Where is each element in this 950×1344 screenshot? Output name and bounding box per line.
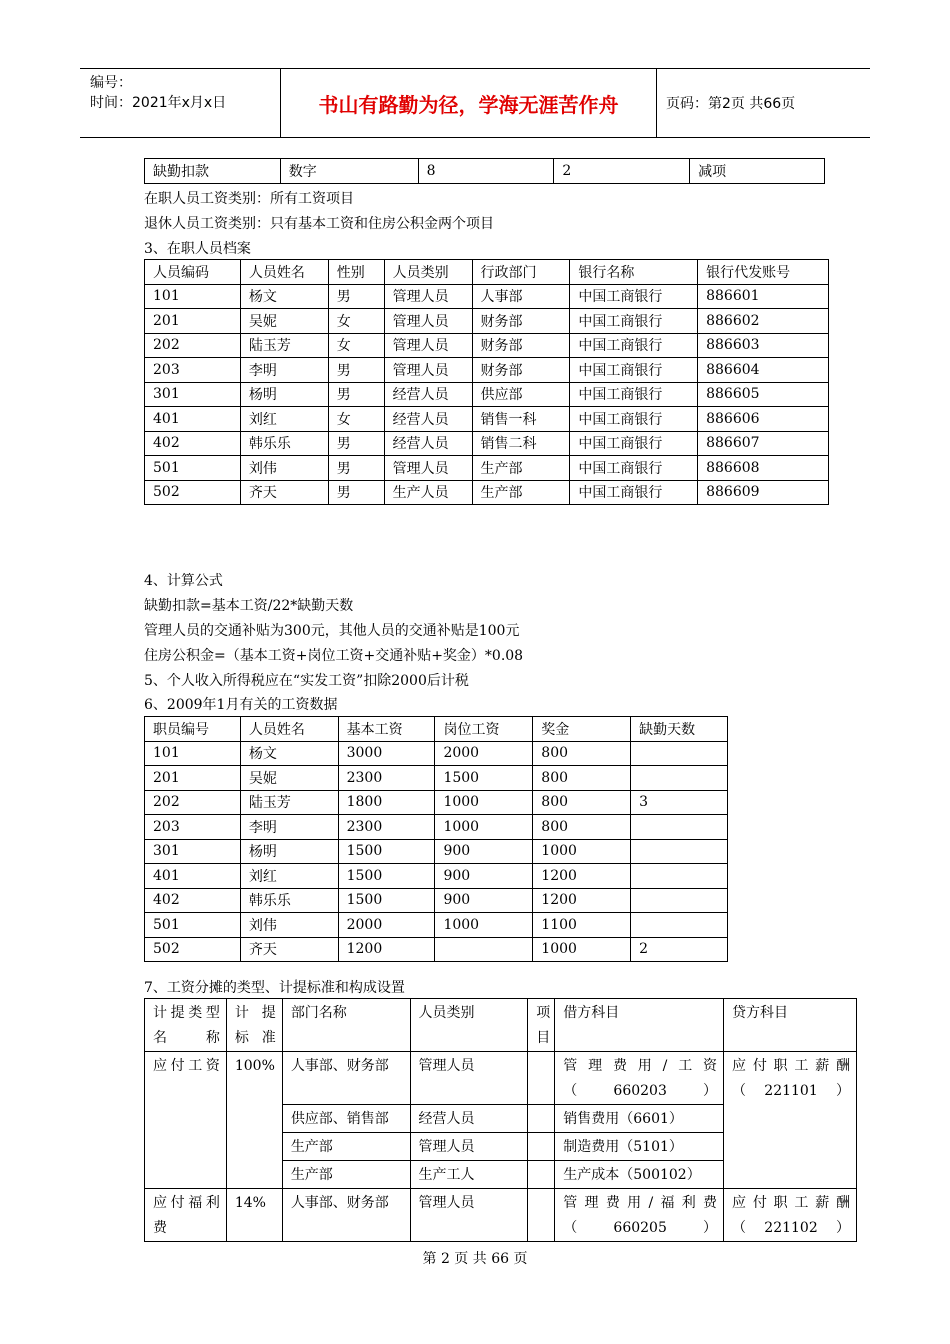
table-cell: 1000 bbox=[533, 937, 631, 962]
table-cell: 2300 bbox=[338, 815, 435, 840]
table-header-row bbox=[145, 999, 857, 1052]
table-cell: 齐天 bbox=[240, 480, 328, 505]
table-cell: 中国工商银行 bbox=[570, 358, 698, 383]
table-row bbox=[145, 864, 728, 889]
table-cell: 1200 bbox=[533, 888, 631, 913]
table-cell: 401 bbox=[145, 407, 241, 432]
header-cell: 银行名称 bbox=[570, 260, 698, 285]
table-cell: 886607 bbox=[698, 431, 829, 456]
formula-housing-fund: 住房公积金=（基本工资+岗位工资+交通补贴+奖金）*0.08 bbox=[144, 648, 524, 664]
number-label: 编号： bbox=[90, 75, 132, 91]
table-cell: 男 bbox=[328, 431, 384, 456]
table-cell: 1000 bbox=[435, 913, 533, 938]
table-cell: 501 bbox=[145, 913, 241, 938]
dept-cell: 生产部 bbox=[282, 1161, 410, 1189]
table-cell: 李明 bbox=[240, 815, 338, 840]
table-cell: 203 bbox=[145, 358, 241, 383]
formula-transport: 管理人员的交通补贴为300元，其他人员的交通补贴是100元 bbox=[144, 623, 520, 639]
page-footer: 第 2 页 共 66 页 bbox=[422, 1251, 528, 1267]
table-cell bbox=[631, 815, 728, 840]
header-cell: 奖金 bbox=[533, 717, 631, 742]
table-cell: 男 bbox=[328, 480, 384, 505]
category-cell: 管理人员 bbox=[410, 1052, 528, 1105]
table-cell: 中国工商银行 bbox=[570, 456, 698, 481]
table-cell: 女 bbox=[328, 333, 384, 358]
table-cell: 男 bbox=[328, 382, 384, 407]
table-cell: 财务部 bbox=[472, 309, 570, 334]
header-cell: 人员类别 bbox=[384, 260, 472, 285]
table-cell: 301 bbox=[145, 382, 241, 407]
table-row bbox=[145, 456, 829, 481]
table-row bbox=[145, 741, 728, 766]
table-cell: 杨文 bbox=[240, 741, 338, 766]
table-cell: 3 bbox=[631, 790, 728, 815]
table-cell: 男 bbox=[328, 358, 384, 383]
table-cell bbox=[631, 888, 728, 913]
table-cell: 中国工商银行 bbox=[570, 309, 698, 334]
table-cell: 2000 bbox=[435, 741, 533, 766]
header-cell: 基本工资 bbox=[338, 717, 435, 742]
debit-cell: 生产成本（500102） bbox=[555, 1161, 724, 1189]
table-row bbox=[145, 159, 825, 184]
table-row bbox=[145, 358, 829, 383]
table-cell: 中国工商银行 bbox=[570, 407, 698, 432]
debit-cell: 销售费用（6601） bbox=[555, 1105, 724, 1133]
category-cell: 管理人员 bbox=[410, 1189, 528, 1242]
item-cell bbox=[528, 1052, 555, 1105]
table-cell: 刘伟 bbox=[240, 913, 338, 938]
type-cell: 应付工资 bbox=[145, 1052, 227, 1189]
table-cell: 男 bbox=[328, 284, 384, 309]
header-page-info: 页码：第2页 共66页 bbox=[666, 96, 796, 112]
table-row bbox=[145, 839, 728, 864]
table-cell: 202 bbox=[145, 333, 241, 358]
table-cell: 经营人员 bbox=[384, 407, 472, 432]
debit-cell: 管理费用/工资（660203） bbox=[555, 1052, 724, 1105]
item-cell bbox=[528, 1161, 555, 1189]
section-3-heading: 3、在职人员档案 bbox=[144, 241, 251, 257]
header-cell: 部门名称 bbox=[282, 999, 410, 1052]
dept-cell: 人事部、财务部 bbox=[282, 1189, 410, 1242]
table-cell: 202 bbox=[145, 790, 241, 815]
header-cell: 职员编号 bbox=[145, 717, 241, 742]
table-cell: 销售一科 bbox=[472, 407, 570, 432]
table-cell: 陆玉芳 bbox=[240, 790, 338, 815]
table-row bbox=[145, 309, 829, 334]
table-cell: 经营人员 bbox=[384, 431, 472, 456]
table-cell bbox=[631, 864, 728, 889]
table-cell: 886601 bbox=[698, 284, 829, 309]
table-cell: 502 bbox=[145, 480, 241, 505]
table-cell: 供应部 bbox=[472, 382, 570, 407]
section-6-heading: 6、2009年1月有关的工资数据 bbox=[144, 697, 338, 713]
table-cell: 吴妮 bbox=[240, 766, 338, 791]
time-label: 时间：2021年x月x日 bbox=[90, 95, 227, 111]
table-cell: 900 bbox=[435, 839, 533, 864]
item-cell bbox=[528, 1105, 555, 1133]
staff-table bbox=[144, 259, 829, 505]
table-cell bbox=[631, 741, 728, 766]
table-cell: 1500 bbox=[435, 766, 533, 791]
header-cell: 借方科目 bbox=[555, 999, 724, 1052]
header-cell: 银行代发账号 bbox=[698, 260, 829, 285]
retired-salary-line: 退休人员工资类别：只有基本工资和住房公积金两个项目 bbox=[144, 216, 494, 232]
table-cell: 1100 bbox=[533, 913, 631, 938]
table-row bbox=[145, 333, 829, 358]
table-cell: 杨明 bbox=[240, 839, 338, 864]
table-cell: 管理人员 bbox=[384, 456, 472, 481]
credit-cell: 应付职工薪酬（221101） bbox=[724, 1052, 857, 1189]
table-cell: 李明 bbox=[240, 358, 328, 383]
section-4-heading: 4、计算公式 bbox=[144, 573, 223, 589]
table-cell: 1000 bbox=[435, 790, 533, 815]
table-cell: 生产部 bbox=[472, 480, 570, 505]
dept-cell: 生产部 bbox=[282, 1133, 410, 1161]
table-cell: 齐天 bbox=[240, 937, 338, 962]
table-cell: 1000 bbox=[533, 839, 631, 864]
table-cell: 减项 bbox=[690, 159, 825, 184]
table-row bbox=[145, 888, 728, 913]
header-cell: 人员编码 bbox=[145, 260, 241, 285]
header-motto: 书山有路勤为径，学海无涯苦作舟 bbox=[280, 69, 657, 137]
table-cell: 生产人员 bbox=[384, 480, 472, 505]
table-cell: 402 bbox=[145, 431, 241, 456]
table-cell: 101 bbox=[145, 741, 241, 766]
table-cell: 管理人员 bbox=[384, 358, 472, 383]
table-cell: 201 bbox=[145, 309, 241, 334]
debit-cell: 制造费用（5101） bbox=[555, 1133, 724, 1161]
debit-cell: 管理费用/福利费（660205） bbox=[555, 1189, 724, 1242]
table-cell: 中国工商银行 bbox=[570, 382, 698, 407]
header-cell: 计提标准 bbox=[226, 999, 282, 1052]
table-cell: 886602 bbox=[698, 309, 829, 334]
header-cell: 行政部门 bbox=[472, 260, 570, 285]
table-cell: 2 bbox=[631, 937, 728, 962]
employee-salary-line: 在职人员工资类别：所有工资项目 bbox=[144, 191, 354, 207]
header-cell: 人员类别 bbox=[410, 999, 528, 1052]
type-cell: 应付福利费 bbox=[145, 1189, 227, 1242]
table-cell: 陆玉芳 bbox=[240, 333, 328, 358]
table-cell: 管理人员 bbox=[384, 284, 472, 309]
table-cell: 中国工商银行 bbox=[570, 480, 698, 505]
table-cell: 900 bbox=[435, 888, 533, 913]
table-cell bbox=[631, 913, 728, 938]
table-cell: 203 bbox=[145, 815, 241, 840]
table-cell: 401 bbox=[145, 864, 241, 889]
table-cell bbox=[435, 937, 533, 962]
table-cell: 销售二科 bbox=[472, 431, 570, 456]
table-cell: 人事部 bbox=[472, 284, 570, 309]
table-header-row bbox=[145, 717, 728, 742]
table-row bbox=[145, 1189, 857, 1242]
table-cell: 1500 bbox=[338, 888, 435, 913]
table-cell: 中国工商银行 bbox=[570, 333, 698, 358]
credit-cell: 应付职工薪酬（221102） bbox=[724, 1189, 857, 1242]
table-cell: 8 bbox=[418, 159, 554, 184]
table-cell: 2000 bbox=[338, 913, 435, 938]
table-row bbox=[145, 407, 829, 432]
table-cell: 900 bbox=[435, 864, 533, 889]
table-cell: 301 bbox=[145, 839, 241, 864]
table-cell: 女 bbox=[328, 309, 384, 334]
table-cell: 886609 bbox=[698, 480, 829, 505]
table-cell: 女 bbox=[328, 407, 384, 432]
header-cell: 人员姓名 bbox=[240, 260, 328, 285]
item-cell bbox=[528, 1133, 555, 1161]
table-row bbox=[145, 766, 728, 791]
page-header bbox=[80, 68, 870, 138]
table-row bbox=[145, 382, 829, 407]
table-cell: 886603 bbox=[698, 333, 829, 358]
table-cell: 402 bbox=[145, 888, 241, 913]
table-cell: 2300 bbox=[338, 766, 435, 791]
table-cell: 中国工商银行 bbox=[570, 431, 698, 456]
category-cell: 管理人员 bbox=[410, 1133, 528, 1161]
table-row bbox=[145, 913, 728, 938]
table-cell: 800 bbox=[533, 741, 631, 766]
table-cell: 502 bbox=[145, 937, 241, 962]
header-cell: 人员姓名 bbox=[240, 717, 338, 742]
table-cell: 刘伟 bbox=[240, 456, 328, 481]
table-cell: 经营人员 bbox=[384, 382, 472, 407]
table-cell bbox=[631, 839, 728, 864]
section-7-heading: 7、工资分摊的类型、计提标准和构成设置 bbox=[144, 980, 405, 996]
table-cell: 管理人员 bbox=[384, 333, 472, 358]
rate-cell: 100% bbox=[226, 1052, 282, 1189]
table-cell: 800 bbox=[533, 815, 631, 840]
table-row bbox=[145, 1052, 857, 1105]
table-row bbox=[145, 284, 829, 309]
deduction-table bbox=[144, 158, 825, 184]
table-cell: 刘红 bbox=[240, 864, 338, 889]
table-cell: 中国工商银行 bbox=[570, 284, 698, 309]
table-row bbox=[145, 815, 728, 840]
table-cell: 韩乐乐 bbox=[240, 888, 338, 913]
table-cell: 3000 bbox=[338, 741, 435, 766]
table-cell: 管理人员 bbox=[384, 309, 472, 334]
allocation-table bbox=[144, 998, 857, 1242]
table-header-row bbox=[145, 260, 829, 285]
table-cell bbox=[631, 766, 728, 791]
header-cell: 缺勤天数 bbox=[631, 717, 728, 742]
table-cell: 2 bbox=[554, 159, 690, 184]
table-cell: 1000 bbox=[435, 815, 533, 840]
table-cell: 800 bbox=[533, 790, 631, 815]
table-cell: 数字 bbox=[280, 159, 418, 184]
category-cell: 生产工人 bbox=[410, 1161, 528, 1189]
header-cell: 岗位工资 bbox=[435, 717, 533, 742]
table-row bbox=[145, 790, 728, 815]
table-cell: 886606 bbox=[698, 407, 829, 432]
table-cell: 吴妮 bbox=[240, 309, 328, 334]
table-cell: 800 bbox=[533, 766, 631, 791]
header-cell: 项目 bbox=[528, 999, 555, 1052]
category-cell: 经营人员 bbox=[410, 1105, 528, 1133]
salary-table bbox=[144, 716, 728, 962]
table-cell: 杨文 bbox=[240, 284, 328, 309]
section-5-heading: 5、个人收入所得税应在“实发工资”扣除2000后计税 bbox=[144, 673, 469, 689]
table-cell: 财务部 bbox=[472, 358, 570, 383]
header-cell: 性别 bbox=[328, 260, 384, 285]
table-row bbox=[145, 937, 728, 962]
header-cell: 计提类型名称 bbox=[145, 999, 227, 1052]
header-meta bbox=[80, 69, 280, 137]
table-cell: 男 bbox=[328, 456, 384, 481]
table-cell: 886605 bbox=[698, 382, 829, 407]
table-cell: 杨明 bbox=[240, 382, 328, 407]
table-cell: 1500 bbox=[338, 864, 435, 889]
rate-cell: 14% bbox=[226, 1189, 282, 1242]
table-cell: 101 bbox=[145, 284, 241, 309]
table-cell: 501 bbox=[145, 456, 241, 481]
table-cell: 886608 bbox=[698, 456, 829, 481]
table-cell: 1200 bbox=[338, 937, 435, 962]
table-row bbox=[145, 480, 829, 505]
table-cell: 201 bbox=[145, 766, 241, 791]
table-cell: 财务部 bbox=[472, 333, 570, 358]
formula-absence: 缺勤扣款=基本工资/22*缺勤天数 bbox=[144, 598, 354, 614]
table-cell: 1200 bbox=[533, 864, 631, 889]
table-row bbox=[145, 431, 829, 456]
item-cell bbox=[528, 1189, 555, 1242]
table-cell: 886604 bbox=[698, 358, 829, 383]
dept-cell: 供应部、销售部 bbox=[282, 1105, 410, 1133]
table-cell: 韩乐乐 bbox=[240, 431, 328, 456]
dept-cell: 人事部、财务部 bbox=[282, 1052, 410, 1105]
header-cell: 贷方科目 bbox=[724, 999, 857, 1052]
table-cell: 缺勤扣款 bbox=[145, 159, 281, 184]
table-cell: 1800 bbox=[338, 790, 435, 815]
table-cell: 1500 bbox=[338, 839, 435, 864]
table-cell: 刘红 bbox=[240, 407, 328, 432]
table-cell: 生产部 bbox=[472, 456, 570, 481]
